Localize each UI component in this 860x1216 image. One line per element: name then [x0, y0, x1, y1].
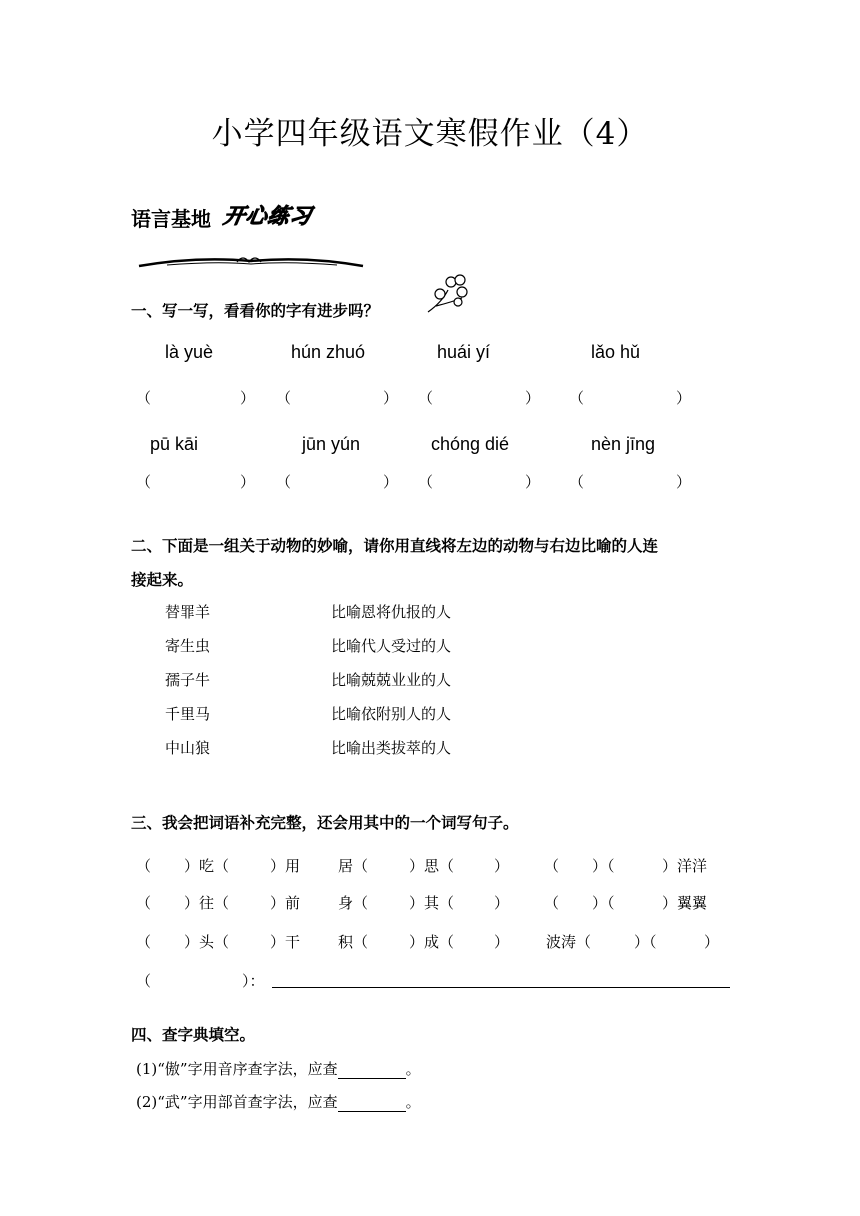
answer-box-close: ）	[676, 473, 692, 491]
idiom-fragment: （	[544, 894, 560, 912]
section-decorative-title: 开心练习	[221, 203, 315, 228]
idiom-fragment: ）	[494, 933, 510, 951]
answer-box-open: （	[418, 389, 434, 407]
sentence-word-close: ）：	[242, 972, 265, 990]
answer-box-open: （	[136, 473, 152, 491]
pinyin-8: nèn jīng	[591, 434, 656, 454]
answer-box-open: （	[276, 389, 292, 407]
answer-box-close: ）	[240, 389, 256, 407]
idiom-fragment: （	[136, 894, 152, 912]
pinyin-1: là yuè	[165, 342, 214, 362]
idiom-fragment: ）（	[592, 894, 615, 912]
idiom-fragment: ）头（	[184, 933, 230, 951]
pinyin-6: jūn yún	[302, 434, 361, 454]
idiom-fragment: ）其（	[409, 894, 455, 912]
idiom-fragment: ）往（	[184, 894, 230, 912]
section-title: 语言基地	[131, 207, 211, 231]
idiom-fragment: ）用	[270, 857, 301, 875]
question-1-heading: 一、写一写，看看你的字有进步吗？	[131, 301, 380, 320]
answer-box-open: （	[276, 473, 292, 491]
idiom-fragment: 身（	[338, 894, 369, 912]
answer-box-close: ）	[525, 389, 541, 407]
answer-box-open: （	[136, 389, 152, 407]
answer-box-open: （	[418, 473, 434, 491]
metaphor-meaning: 比喻代人受过的人	[331, 637, 452, 655]
sentence-answer-line	[272, 987, 730, 988]
dictionary-item-2-blank	[338, 1093, 406, 1112]
idiom-fragment: ）前	[270, 894, 301, 912]
pinyin-5: pū kāi	[150, 434, 199, 454]
idiom-fragment: （	[136, 933, 152, 951]
metaphor-meaning: 比喻依附别人的人	[331, 705, 452, 723]
idiom-fragment: ）	[494, 894, 510, 912]
answer-box-close: ）	[525, 473, 541, 491]
idiom-fragment: ）（	[634, 933, 657, 951]
animal-term: 千里马	[165, 705, 211, 723]
dictionary-item-1-blank	[338, 1060, 406, 1079]
answer-box-close: ）	[383, 389, 399, 407]
animal-term: 替罪羊	[165, 603, 211, 621]
answer-box-close: ）	[676, 389, 692, 407]
question-3-heading: 三、我会把词语补充完整，还会用其中的一个词写句子。	[131, 813, 519, 832]
question-4-heading: 四、查字典填空。	[131, 1025, 256, 1044]
metaphor-meaning: 比喻恩将仇报的人	[331, 603, 452, 621]
idiom-fragment: ）成（	[409, 933, 455, 951]
sentence-word-open: （	[136, 972, 152, 990]
pinyin-4: lǎo hǔ	[591, 342, 641, 362]
idiom-fragment: ）洋洋	[662, 857, 708, 875]
idiom-fragment: ）	[494, 857, 510, 875]
flower-icon	[424, 272, 470, 316]
dictionary-item-1	[136, 1058, 421, 1079]
dictionary-item-1-text: (1)“傲”字用音序查字法，应查	[136, 1060, 338, 1078]
answer-box-close: ）	[383, 473, 399, 491]
idiom-fragment: ）思（	[409, 857, 455, 875]
animal-term: 孺子牛	[165, 671, 211, 689]
answer-box-open: （	[569, 389, 585, 407]
idiom-fragment: ）	[704, 933, 720, 951]
idiom-fragment: 居（	[338, 857, 369, 875]
metaphor-meaning: 比喻出类拔萃的人	[331, 739, 452, 757]
pinyin-3: huái yí	[437, 342, 491, 362]
animal-term: 中山狼	[165, 739, 211, 757]
metaphor-meaning: 比喻兢兢业业的人	[331, 671, 452, 689]
question-2-heading: 二、下面是一组关于动物的妙喻，请你用直线将左边的动物与右边比喻的人连	[131, 536, 659, 555]
dictionary-item-2-text: (2)“武”字用部首查字法，应查	[136, 1093, 338, 1111]
dictionary-item-2-end: 。	[405, 1093, 421, 1111]
dictionary-item-2	[136, 1091, 421, 1112]
idiom-fragment: ）吃（	[184, 857, 230, 875]
dictionary-item-1-end: 。	[405, 1060, 421, 1078]
idiom-fragment: （	[136, 857, 152, 875]
idiom-fragment: 积（	[338, 933, 369, 951]
idiom-fragment: ）干	[270, 933, 301, 951]
ornament-divider	[137, 252, 365, 272]
idiom-fragment: ）（	[592, 857, 615, 875]
pinyin-2: hún zhuó	[291, 342, 366, 362]
idiom-fragment: （	[544, 857, 560, 875]
pinyin-7: chóng dié	[431, 434, 510, 454]
page-title: 小学四年级语文寒假作业（4）	[211, 116, 649, 152]
question-2-heading-cont: 接起来。	[131, 570, 194, 589]
answer-box-close: ）	[240, 473, 256, 491]
idiom-fragment: 波涛（	[546, 933, 592, 951]
idiom-fragment: ）翼翼	[662, 894, 708, 912]
answer-box-open: （	[569, 473, 585, 491]
animal-term: 寄生虫	[165, 637, 211, 655]
